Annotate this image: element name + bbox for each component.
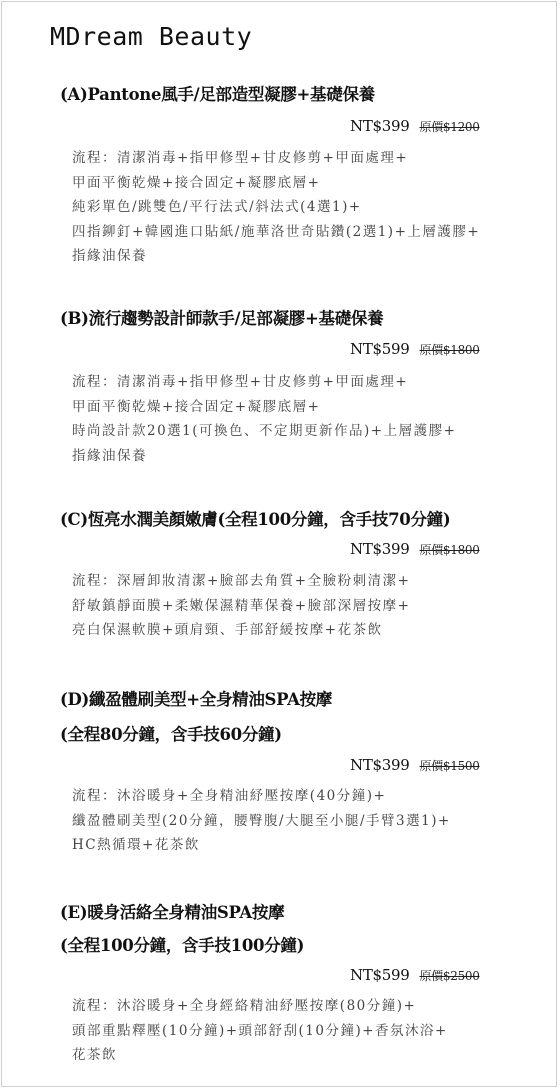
original-price: 原價$2500 bbox=[419, 969, 480, 983]
process-line: HC熱循環+花茶飲 bbox=[72, 837, 200, 853]
process-line: 流程：深層卸妝清潔+臉部去角質+全臉粉刺清潔+ bbox=[72, 573, 411, 589]
process-line: 甲面平衡乾燥+接合固定+凝膠底層+ bbox=[72, 174, 321, 191]
process-line: 舒敏鎮靜面膜+柔嫩保濕精華保養+臉部深層按摩+ bbox=[72, 597, 411, 614]
price-row bbox=[350, 340, 480, 358]
process-line: 時尚設計款20選1(可換色、不定期更新作品)+上層護膠+ bbox=[72, 423, 457, 439]
service-title: (C)恆亮水潤美顏嫩膚(全程100分鐘，含手技70分鐘) bbox=[60, 510, 451, 529]
process-line: 流程：清潔消毒+指甲修型+甘皮修剪+甲面處理+ bbox=[72, 150, 409, 166]
process-list bbox=[72, 146, 480, 269]
price-row bbox=[350, 756, 480, 774]
process-list bbox=[72, 784, 451, 858]
sale-price: NT$599 bbox=[350, 966, 410, 984]
price-row bbox=[350, 117, 480, 135]
service-duration: (全程100分鐘，含手技100分鐘) bbox=[60, 936, 305, 955]
service-title: (E)暖身活絡全身精油SPA按摩 bbox=[60, 903, 285, 922]
sale-price: NT$399 bbox=[350, 117, 410, 135]
process-line: 纖盈體刷美型(20分鐘，腰臀腹/大腿至小腿/手臂3選1)+ bbox=[72, 812, 451, 829]
original-price: 原價$1200 bbox=[419, 120, 480, 134]
process-line: 指緣油保養 bbox=[72, 248, 147, 264]
process-line: 四指鉚釘+韓國進口貼紙/施華洛世奇貼鑽(2選1)+上層護膠+ bbox=[72, 223, 481, 240]
process-line: 純彩單色/跳雙色/平行法式/斜法式(4選1)+ bbox=[72, 199, 362, 215]
original-price: 原價$1800 bbox=[419, 543, 480, 557]
process-line: 亮白保濕軟膜+頭肩頸、手部舒緩按摩+花茶飲 bbox=[72, 622, 383, 638]
process-line: 花茶飲 bbox=[72, 1047, 117, 1063]
process-list bbox=[72, 569, 410, 643]
process-line: 流程：清潔消毒+指甲修型+甘皮修剪+甲面處理+ bbox=[72, 374, 409, 390]
price-row bbox=[350, 966, 480, 984]
original-price: 原價$1500 bbox=[419, 759, 480, 773]
original-price: 原價$1800 bbox=[419, 343, 480, 357]
process-list bbox=[72, 370, 456, 468]
price-row bbox=[350, 540, 480, 558]
process-line: 流程：沐浴暖身+全身精油紓壓按摩(40分鐘)+ bbox=[72, 788, 387, 804]
process-list bbox=[72, 994, 448, 1068]
brand-title: MDream Beauty bbox=[50, 22, 253, 51]
process-line: 頭部重點釋壓(10分鐘)+頭部舒刮(10分鐘)+香氛沐浴+ bbox=[72, 1022, 448, 1039]
service-title: (A)Pantone風手/足部造型凝膠+基礎保養 bbox=[60, 85, 375, 104]
sale-price: NT$399 bbox=[350, 540, 410, 558]
service-duration: (全程80分鐘，含手技60分鐘) bbox=[60, 725, 282, 744]
process-line: 指緣油保養 bbox=[72, 447, 147, 464]
service-title: (D)纖盈體刷美型+全身精油SPA按摩 bbox=[60, 690, 332, 709]
sale-price: NT$399 bbox=[350, 756, 410, 774]
sale-price: NT$599 bbox=[350, 340, 410, 358]
process-line: 甲面平衡乾燥+接合固定+凝膠底層+ bbox=[72, 398, 321, 415]
process-line: 流程：沐浴暖身+全身經絡精油紓壓按摩(80分鐘)+ bbox=[72, 998, 417, 1014]
service-title: (B)流行趨勢設計師款手/足部凝膠+基礎保養 bbox=[60, 309, 384, 328]
